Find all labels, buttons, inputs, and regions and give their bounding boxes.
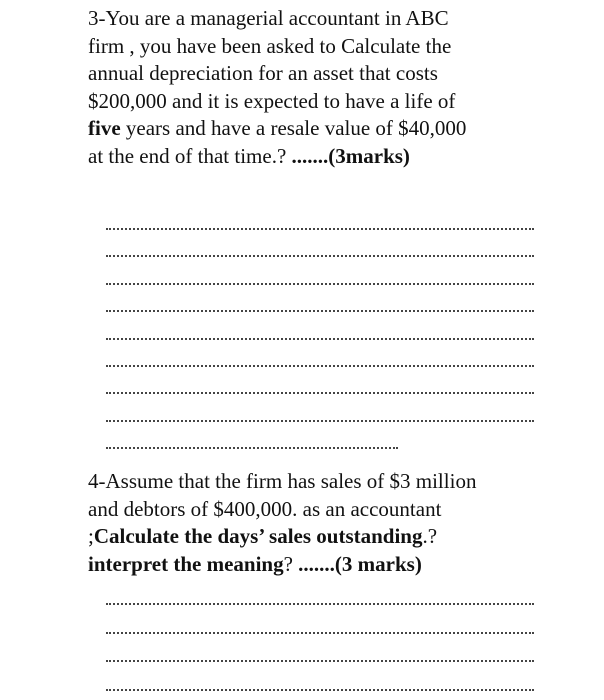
question-3-line-5 bbox=[88, 115, 558, 143]
question-3-line-6-text: at the end of that time.? bbox=[88, 143, 292, 168]
answer-dotted-line[interactable] bbox=[106, 283, 534, 285]
question-4-instruction: Calculate the days’ sales outstanding bbox=[93, 524, 423, 548]
question-4-marks: .......(3 marks) bbox=[298, 551, 422, 576]
answer-dotted-line[interactable] bbox=[106, 689, 534, 691]
question-4-line-2: and debtors of $400,000. as an accountant bbox=[88, 496, 442, 521]
question-4-line-4-text: ? bbox=[283, 551, 299, 576]
question-3-line-5-text: years and have a resale value of $40,000 bbox=[120, 116, 467, 140]
answer-dotted-line[interactable] bbox=[106, 228, 534, 230]
answer-dotted-line[interactable] bbox=[106, 603, 534, 605]
answer-dotted-line[interactable] bbox=[106, 365, 534, 367]
question-3-line-3: annual depreciation for an asset that costs bbox=[88, 61, 438, 85]
question-4-line-3-prefix: ; bbox=[88, 524, 94, 548]
question-3 bbox=[88, 5, 558, 170]
question-3-emphasis-five: five bbox=[88, 116, 121, 140]
question-4-line-4 bbox=[88, 551, 558, 579]
question-4 bbox=[88, 468, 558, 578]
answer-dotted-line[interactable] bbox=[106, 447, 398, 449]
question-3-line-4: $200,000 and it is expected to have a life of bbox=[88, 88, 456, 113]
answer-dotted-line[interactable] bbox=[106, 338, 534, 340]
question-3-line-6 bbox=[88, 143, 558, 171]
answer-dotted-line[interactable] bbox=[106, 632, 534, 634]
question-4-interpret: interpret the meaning bbox=[88, 551, 284, 576]
answer-dotted-line[interactable] bbox=[106, 420, 534, 422]
answer-dotted-line[interactable] bbox=[106, 255, 534, 257]
question-4-line-3-suffix: .? bbox=[422, 524, 438, 548]
question-3-line-1: 3-You are a managerial accountant in ABC bbox=[88, 6, 449, 30]
question-3-line-2: firm , you have been asked to Calculate the bbox=[88, 33, 452, 58]
answer-dotted-line[interactable] bbox=[106, 660, 534, 662]
answer-dotted-line[interactable] bbox=[106, 310, 534, 312]
answer-dotted-line[interactable] bbox=[106, 392, 534, 394]
question-4-line-1: 4-Assume that the firm has sales of $3 million bbox=[88, 469, 477, 493]
question-3-marks: .......(3marks) bbox=[291, 143, 410, 168]
question-4-line-3 bbox=[88, 523, 558, 551]
